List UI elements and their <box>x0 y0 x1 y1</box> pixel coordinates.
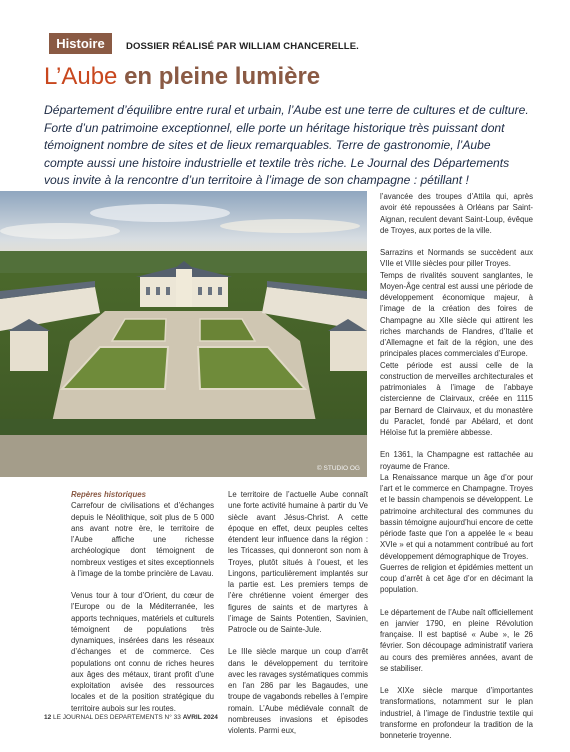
column-1-paragraph-2: Venus tour à tour d’Orient, du cœur de l’Europe ou de la Méditerranée, les apports techniques, matériels et culturels témoignent de populations très dynamiques, insérées dans les réseaux d’échanges et de commerce. Ces populations ont connu de riches heures aux âges des métaux, tirant profit d’une exploitation avisée des ressources locales et de la position stratégique du territoire aubois sur les routes. <box>71 591 214 713</box>
column-3-paragraph-3b: La Renaissance marque un âge d’or pour l’art et le commerce en Champagne. Troyes et le bassin champenois se développent. Le patrimoine architectural des communes du bassin témoigne aujourd’hui encore de cette période faste que l’on a appelée le « beau XVIe » et qui a notamment contribué au fort développement démographique de Troyes. <box>380 472 534 561</box>
issue-date: AVRIL 2024 <box>182 714 218 721</box>
column-2 <box>228 489 368 747</box>
title-part-2: en pleine lumière <box>117 63 321 90</box>
category-tag: Histoire <box>49 33 112 54</box>
page-footer <box>44 714 218 721</box>
column-3-paragraph-1: l’avancée des troupes d’Attila qui, après avoir été repoussées à Orléans par Saint-Aignan, reculent devant Saint-Loup, évêque de Troyes, aux portes de la ville. <box>380 192 533 235</box>
column-2-paragraph-1: Le territoire de l’actuelle Aube connaît une forte activité humaine à partir du Ve siècle avant Jésus-Christ. A cette époque en effet, deux peuples celtes étendent leur influence dans la région : les Tricasses, qui donneront son nom à Troyes, plutôt situés à l’ouest, et les Lingons, particulièrement implantés sur la partie est. Les premiers temps de l’ère chrétienne voient émerger des figures de saints et de martyres à l’image de Saints Potentien, Savinien, Patrocle ou de Sainte-Jule. <box>228 490 368 634</box>
dossier-byline: DOSSIER RÉALISÉ PAR WILLIAM CHANCERELLE. <box>126 41 359 52</box>
column-3-paragraph-5: Le XIXe siècle marque d’importantes transformations, notamment sur le plan industriel, à l’image de l’industrie textile qui transforme en profondeur la tradition de la bonneterie troyenne. <box>380 686 533 740</box>
column-3-paragraph-2c: Cette période est aussi celle de la construction de merveilles architecturales et patrimoniales à l’image de l’abbaye cistercienne de Clairvaux, créée en 1115 par Bernard de Clairvaux, et du monastère du Paraclet, fondé par Abélard, et dont Héloïse fut la première abbesse. <box>380 360 533 437</box>
title-part-1: L’Aube <box>44 63 118 90</box>
column-3-paragraph-3a: En 1361, la Champagne est rattachée au royaume de France. <box>380 450 533 471</box>
column-2-paragraph-2: Le IIIe siècle marque un coup d’arrêt dans le développement du territoire avec les ravages systématiques commis en l’an 286 par les Bagaudes, une troupe de vagabonds rebelles à l’empire romain. L’Aube médiévale connaît de nombreuses invasions et épisodes violents. Parmi eux, <box>228 647 368 735</box>
photo-illustration <box>0 191 367 477</box>
page-number: 12 <box>44 714 52 721</box>
section-subtitle: Repères historiques <box>71 490 146 499</box>
column-3-paragraph-3c: Guerres de religion et épidémies mettent un coup d’arrêt à cet âge d’or en décimant la population. <box>380 562 533 595</box>
journal-name: LE JOURNAL DES DEPARTEMENTS N° 33 <box>53 714 181 721</box>
chateau-aerial-photo <box>0 191 367 477</box>
photo-credit: © STUDIO OG <box>316 465 360 472</box>
article-lead: Département d’équilibre entre rural et urbain, l’Aube est une terre de cultures et de culture. Forte d’un patrimoine exceptionnel, elle porte un héritage historique très puissant dont témoignent nombre de sites et de lieux remarquables. Terre de gastronomie, l’Aube compte aussi une histoire industrielle et textile très riche. Le Journal des Départements vous invite à la rencontre d’un territoire à l’image de son champagne : pétillant ! <box>44 103 529 188</box>
column-3-paragraph-2b: Temps de rivalités souvent sanglantes, le Moyen-Âge central est aussi une période de développement économique majeur, à l’image de la création des foires de Champagne au XIIe siècle qui attirent les riches marchands de Flandres, d’Italie et d’Allemagne et fait de la région, une des principales places commerciales d’Europe. <box>380 270 533 359</box>
column-3-paragraph-4: Le département de l’Aube naît officiellement en janvier 1790, en pleine Révolution française. Il est baptisé « Aube », le 26 février. Son découpage administratif variera au cours des premières années, avant de se stabiliser. <box>380 607 533 673</box>
column-1-paragraph-1: Carrefour de civilisations et d’échanges depuis le Néolithique, soit plus de 5 000 ans avant notre ère, le territoire de l’Aube affiche une richesse archéologique dont témoignent de nombreux vestiges et sites exceptionnels à l’image de la tombe princière de Lavau. <box>71 501 214 578</box>
column-1 <box>71 489 214 725</box>
column-3-paragraph-2a: Sarrazins et Normands se succèdent aux VIIe et VIIIe siècles pour piller Troyes. <box>380 248 533 269</box>
article-title <box>44 63 320 91</box>
column-3 <box>380 191 533 752</box>
